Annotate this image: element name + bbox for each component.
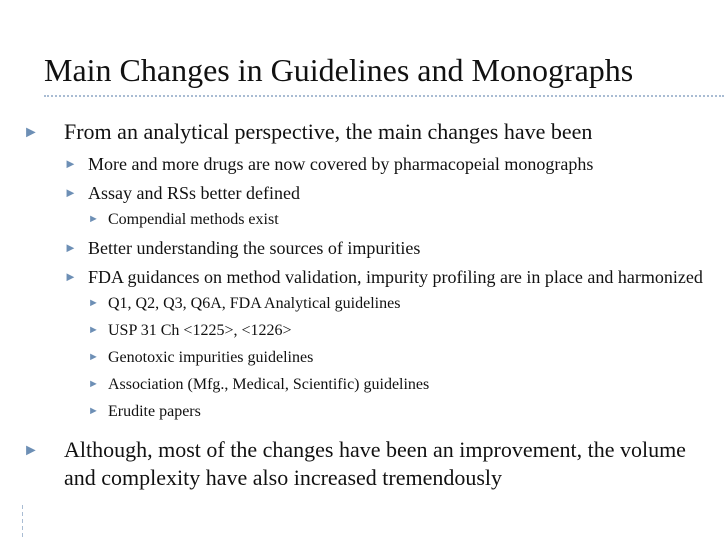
bullet-arrow-icon: ► — [23, 442, 39, 459]
bullet-arrow-icon: ► — [64, 269, 77, 284]
sub-bullet-text: Better understanding the sources of impurities — [88, 238, 421, 258]
sub-bullet-list — [64, 152, 714, 423]
bullet-point — [14, 118, 714, 423]
sub-sub-bullet-text: Erudite papers — [108, 403, 201, 420]
bullet-arrow-icon: ► — [88, 351, 99, 363]
bullet-text: Although, most of the changes have been an improvement, the volume and complexity have also increased tremendously — [64, 437, 686, 490]
sub-sub-bullet-point — [88, 401, 714, 423]
sub-sub-bullet-list — [88, 209, 714, 231]
sub-sub-bullet-text: USP 31 Ch <1225>, <1226> — [108, 322, 292, 339]
sub-bullet-point — [64, 181, 714, 231]
sub-sub-bullet-point — [88, 293, 714, 315]
bullet-list — [14, 118, 714, 492]
sub-bullet-text: Assay and RSs better defined — [88, 183, 300, 203]
sub-sub-bullet-point — [88, 347, 714, 369]
bullet-arrow-icon: ► — [88, 405, 99, 417]
sub-bullet-text: More and more drugs are now covered by pharmacopeial monographs — [88, 154, 594, 174]
sub-sub-bullet-point — [88, 209, 714, 231]
sub-sub-bullet-text: Q1, Q2, Q3, Q6A, FDA Analytical guidelines — [108, 295, 401, 312]
bullet-point — [14, 436, 714, 492]
sub-sub-bullet-list — [88, 293, 714, 423]
bullet-arrow-icon: ► — [88, 324, 99, 336]
decorative-dotted-line — [22, 505, 23, 540]
bullet-text: From an analytical perspective, the main changes have been — [64, 119, 593, 144]
slide-title: Main Changes in Guidelines and Monographs — [44, 52, 634, 88]
sub-sub-bullet-point — [88, 320, 714, 342]
sub-sub-bullet-text: Genotoxic impurities guidelines — [108, 349, 314, 366]
bullet-arrow-icon: ► — [23, 124, 39, 141]
bullet-arrow-icon: ► — [64, 240, 77, 255]
sub-bullet-text: FDA guidances on method validation, impurity profiling are in place and harmonized — [88, 267, 703, 287]
bullet-arrow-icon: ► — [64, 185, 77, 200]
bullet-arrow-icon: ► — [88, 378, 99, 390]
sub-sub-bullet-point — [88, 374, 714, 396]
sub-sub-bullet-text: Association (Mfg., Medical, Scientific) guidelines — [108, 376, 430, 393]
sub-sub-bullet-text: Compendial methods exist — [108, 211, 279, 228]
sub-bullet-point — [64, 236, 714, 260]
bullet-arrow-icon: ► — [64, 156, 77, 171]
sub-bullet-point — [64, 152, 714, 176]
bullet-arrow-icon: ► — [88, 297, 99, 309]
title-divider — [44, 95, 724, 97]
bullet-arrow-icon: ► — [88, 213, 99, 225]
sub-bullet-point — [64, 265, 714, 423]
